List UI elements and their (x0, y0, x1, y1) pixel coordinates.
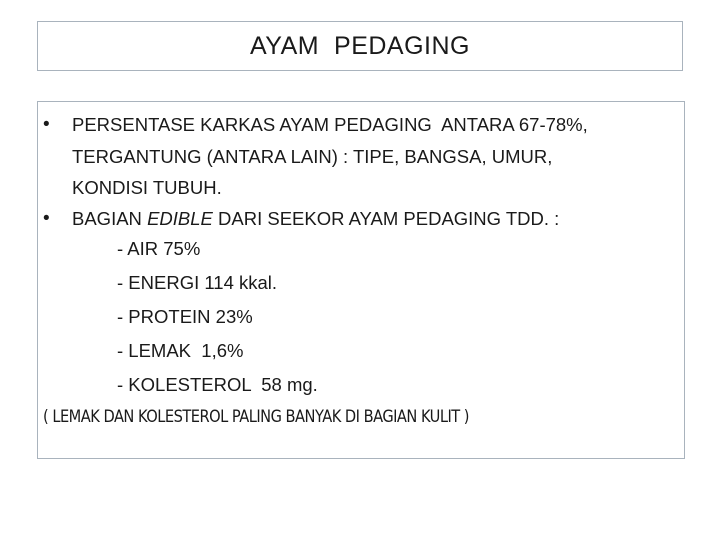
bullet-line: KONDISI TUBUH. (72, 177, 222, 198)
bullet-marker: • (43, 114, 50, 135)
bullet-text (72, 109, 673, 204)
composition-list (117, 232, 318, 402)
bullet-suffix: DARI SEEKOR AYAM PEDAGING TDD. : (212, 208, 560, 229)
bullet-edible-part (43, 203, 673, 234)
composition-item-protein: - PROTEIN 23% (117, 306, 253, 327)
title-box (37, 21, 683, 71)
bullet-line: PERSENTASE KARKAS AYAM PEDAGING ANTARA 67-78%, (72, 114, 588, 135)
bullet-line: TERGANTUNG (ANTARA LAIN) : TIPE, BANGSA, UMUR, (72, 145, 553, 167)
footnote: ( LEMAK DAN KOLESTEROL PALING BANYAK DI BAGIAN KULIT ) (43, 407, 469, 427)
bullet-marker: • (43, 208, 50, 229)
composition-item-water: - AIR 75% (117, 238, 201, 259)
composition-item-energy: - ENERGI 114 kkal. (117, 272, 278, 293)
bullet-text (72, 203, 673, 234)
content-box (37, 101, 685, 459)
bullet-italic-term: EDIBLE (147, 208, 213, 229)
slide-title: AYAM PEDAGING (249, 31, 470, 60)
composition-item-cholesterol: - KOLESTEROL 58 mg. (117, 374, 318, 395)
bullet-prefix: BAGIAN (72, 208, 148, 229)
composition-item-fat: - LEMAK 1,6% (117, 340, 244, 361)
bullet-carcass-percentage (43, 109, 673, 204)
